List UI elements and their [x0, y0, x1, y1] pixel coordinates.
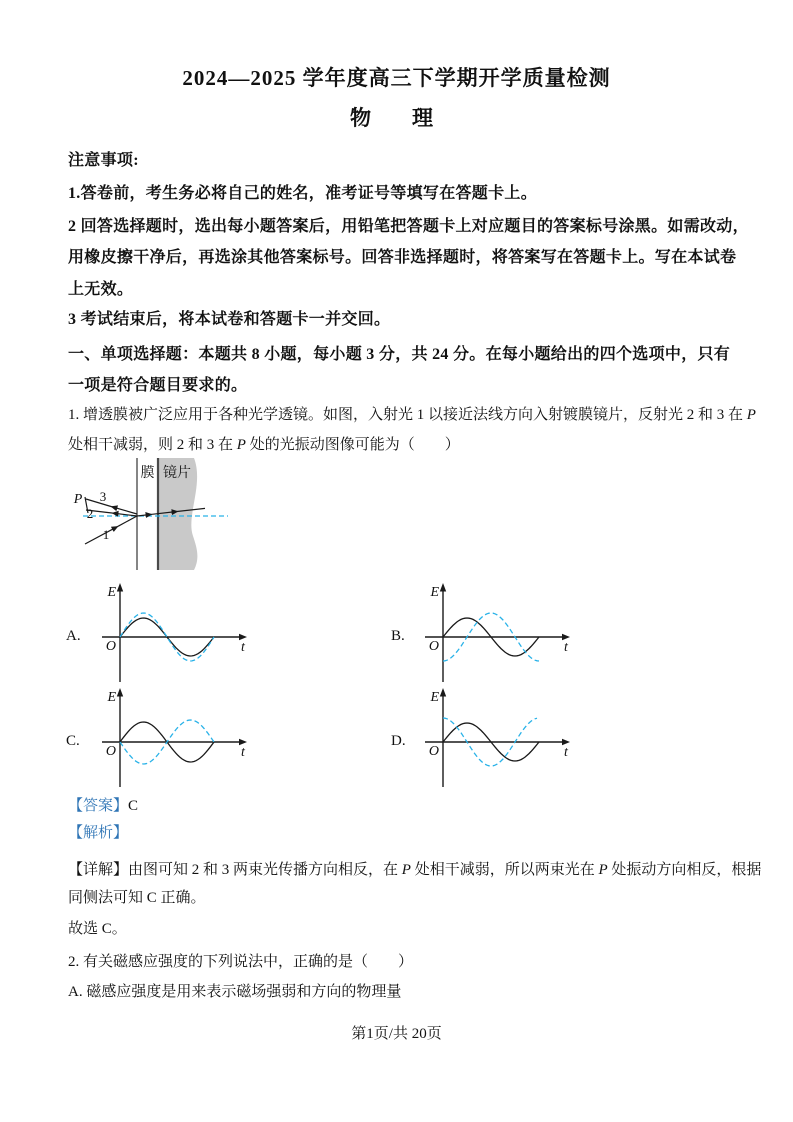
point-p-label: P — [73, 492, 83, 507]
option-graph-a — [95, 582, 255, 686]
text-segment: 1. 增透膜被广泛应用于各种光学透镜。如图，入射光 1 以接近法线方向入射镀膜镜片，反射光 2 和 3 在 — [68, 407, 747, 423]
e-axis-label: E — [107, 690, 116, 705]
exam-subject: 物 理 — [350, 106, 443, 130]
ray-1-label: 1 — [102, 527, 110, 542]
lens-label: 镜片 — [163, 466, 191, 481]
t-axis-label: t — [564, 640, 568, 655]
option-d-label: D. — [391, 733, 406, 749]
notice-line: 2 回答选择题时，选出每小题答案后，用铅笔把答题卡上对应题目的答案标号涂黑。如需改动， — [68, 218, 749, 235]
question2-option-a: A. 磁感应强度是用来表示磁场强弱和方向的物理量 — [68, 984, 402, 1000]
film-label: 膜 — [140, 466, 155, 481]
answer-line — [68, 794, 138, 815]
origin-label: O — [428, 639, 439, 654]
text-segment: 【答案】 — [68, 798, 129, 814]
option-c-label: C. — [66, 733, 80, 749]
option-graph-d — [418, 687, 578, 791]
e-axis-label: E — [430, 690, 439, 705]
notice-line: 用橡皮擦干净后，再选涂其他答案标号。回答非选择题时，将答案写在答题卡上。写在本试卷 — [68, 249, 737, 266]
text-segment: 处相干减弱，则 2 和 3 在 — [68, 437, 237, 453]
e-axis-label: E — [107, 585, 116, 600]
text-segment: 处的光振动图像可能为（ ） — [245, 437, 460, 453]
question2-text: 2. 有关磁感应强度的下列说法中，正确的是（ ） — [68, 954, 414, 970]
ray-1 — [118, 516, 137, 526]
t-axis-label: t — [564, 745, 568, 760]
ray-3-label: 3 — [99, 489, 107, 504]
text-segment: 【详解】由图可知 2 和 3 两束光传播方向相反，在 — [68, 862, 402, 878]
text-segment: 处振动方向相反，根据 — [607, 862, 762, 878]
question1-line — [68, 433, 460, 454]
question1-line — [68, 403, 756, 424]
origin-label: O — [105, 639, 116, 654]
detail-line — [68, 858, 761, 879]
text-segment: P — [746, 407, 756, 423]
text-segment: 同侧法可知 C 正确。 — [68, 890, 206, 906]
ray-1 — [85, 526, 118, 544]
analysis-label — [68, 821, 128, 842]
t-axis-label: t — [241, 745, 245, 760]
text-segment: 处相干减弱，所以两束光在 — [410, 862, 599, 878]
t-axis-label: t — [241, 640, 245, 655]
option-graph-b — [418, 582, 578, 686]
notice-heading: 注意事项: — [68, 152, 139, 169]
section1-heading-line: 一项是符合题目要求的。 — [68, 377, 248, 394]
question1-optics-diagram — [65, 456, 243, 584]
notice-line: 3 考试结束后，将本试卷和答题卡一并交回。 — [68, 311, 391, 328]
detail-line — [68, 886, 206, 907]
section1-heading-line: 一、单项选择题：本题共 8 小题，每小题 3 分，共 24 分。在每小题给出的四个选项中，只有 — [68, 346, 731, 363]
e-axis-label: E — [430, 585, 439, 600]
option-a-label: A. — [66, 628, 81, 644]
notice-line: 1.答卷前，考生务必将自己的姓名，准考证号等填写在答题卡上。 — [68, 185, 538, 202]
option-graph-c — [95, 687, 255, 791]
origin-label: O — [428, 744, 439, 759]
text-segment: P — [401, 862, 411, 878]
text-segment: C — [128, 798, 139, 814]
notice-line: 上无效。 — [68, 281, 134, 298]
option-b-label: B. — [391, 628, 405, 644]
exam-title: 2024—2025 学年度高三下学期开学质量检测 — [182, 66, 611, 90]
conclusion-line: 故选 C。 — [68, 921, 127, 937]
ray-2-label: 2 — [86, 506, 94, 521]
text-segment: P — [236, 437, 246, 453]
text-segment: P — [598, 862, 608, 878]
origin-label: O — [105, 744, 116, 759]
page-number: 第1页/共 20页 — [351, 1026, 442, 1042]
text-segment: 【解析】 — [68, 825, 129, 841]
